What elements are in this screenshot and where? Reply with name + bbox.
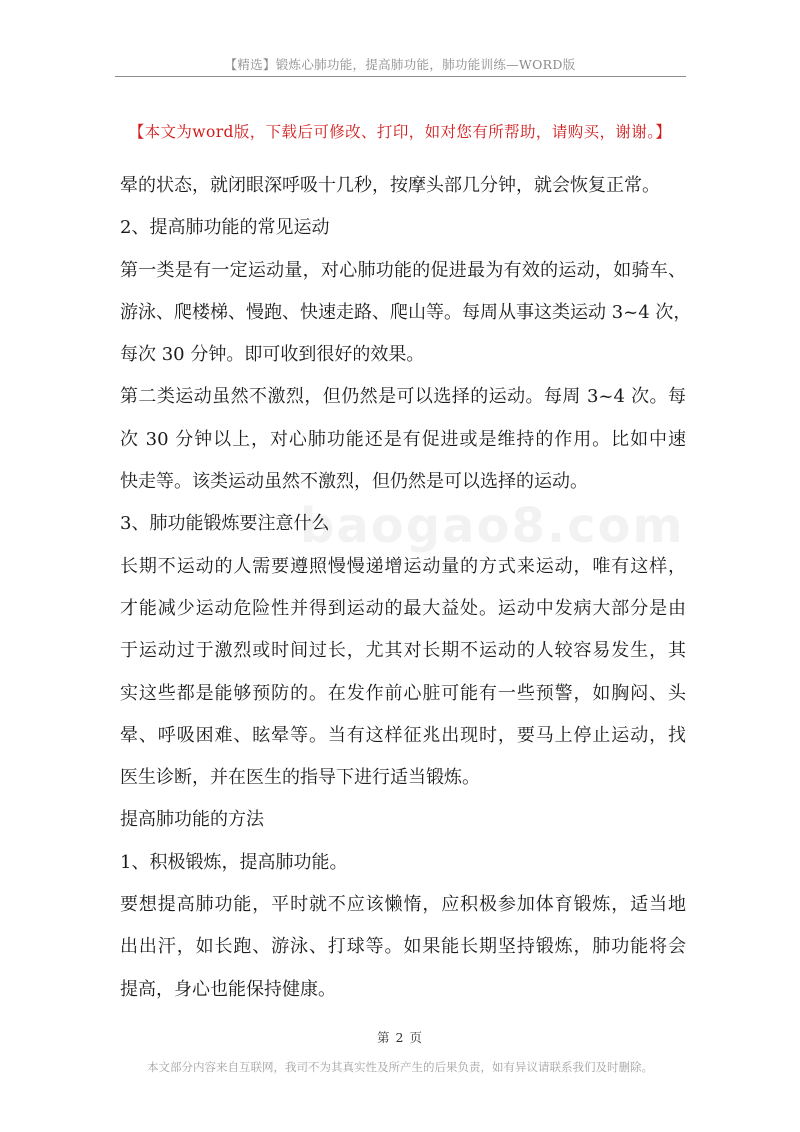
paragraph-line: 晕的状态，就闭眼深呼吸十几秒，按摩头部几分钟，就会恢复正常。 xyxy=(120,175,660,196)
paragraph-line: 实这些都是能够预防的。在发作前心脏可能有一些预警，如胸闷、头 xyxy=(120,682,686,704)
section-heading: 2、提高肺功能的常见运动 xyxy=(120,217,330,239)
footer-disclaimer: 本文部分内容来自互联网，我司不为其真实性及所产生的后果负责，如有异议请联系我们及时删除。 xyxy=(147,1060,653,1074)
paragraph-line: 快走等。该类运动虽然不激烈，但仍然是可以选择的运动。 xyxy=(120,471,588,493)
section-heading: 1、积极锻炼，提高肺功能。 xyxy=(120,851,348,873)
page-number: 第 2 页 xyxy=(377,1030,423,1045)
paragraph-line: 次 30 分钟以上，对心肺功能还是有促进或是维持的作用。比如中速 xyxy=(120,428,686,450)
paragraph-line: 于运动过于激烈或时间过长，尤其对长期不运动的人较容易发生，其 xyxy=(120,640,686,662)
paragraph-line: 医生诊断，并在医生的指导下进行适当锻炼。 xyxy=(120,767,480,789)
watermark: baogao8.com xyxy=(300,498,685,554)
paragraph-line: 晕、呼吸困难、眩晕等。当有这样征兆出现时，要马上停止运动，找 xyxy=(120,724,686,746)
page-header: 【精选】锻炼心肺功能，提高肺功能，肺功能训练—WORD版 xyxy=(224,57,576,72)
section-heading: 提高肺功能的方法 xyxy=(120,809,264,831)
paragraph-line: 长期不运动的人需要遵照慢慢递增运动量的方式来运动，唯有这样， xyxy=(120,555,686,577)
paragraph-line: 出出汗，如长跑、游泳、打球等。如果能长期坚持锻炼，肺功能将会 xyxy=(120,936,686,958)
paragraph-line: 第一类是有一定运动量，对心肺功能的促进最为有效的运动，如骑车、 xyxy=(120,259,686,281)
paragraph-line: 提高，身心也能保持健康。 xyxy=(120,978,336,1000)
document-body xyxy=(120,165,692,1011)
header-divider xyxy=(115,76,686,77)
paragraph-line: 要想提高肺功能，平时就不应该懒惰，应积极参加体育锻炼，适当地 xyxy=(120,894,686,916)
paragraph-line: 第二类运动虽然不激烈，但仍然是可以选择的运动。每周 3~4 次。每 xyxy=(120,386,686,408)
download-notice: 【本文为word版，下载后可修改、打印，如对您有所帮助，请购买，谢谢。】 xyxy=(128,123,672,141)
paragraph-line: 游泳、爬楼梯、慢跑、快速走路、爬山等。每周从事这类运动 3~4 次， xyxy=(120,301,692,323)
paragraph-line: 才能减少运动危险性并得到运动的最大益处。运动中发病大部分是由 xyxy=(120,597,686,619)
paragraph-line: 每次 30 分钟。即可收到很好的效果。 xyxy=(120,344,425,366)
section-heading: 3、肺功能锻炼要注意什么 xyxy=(120,513,330,535)
